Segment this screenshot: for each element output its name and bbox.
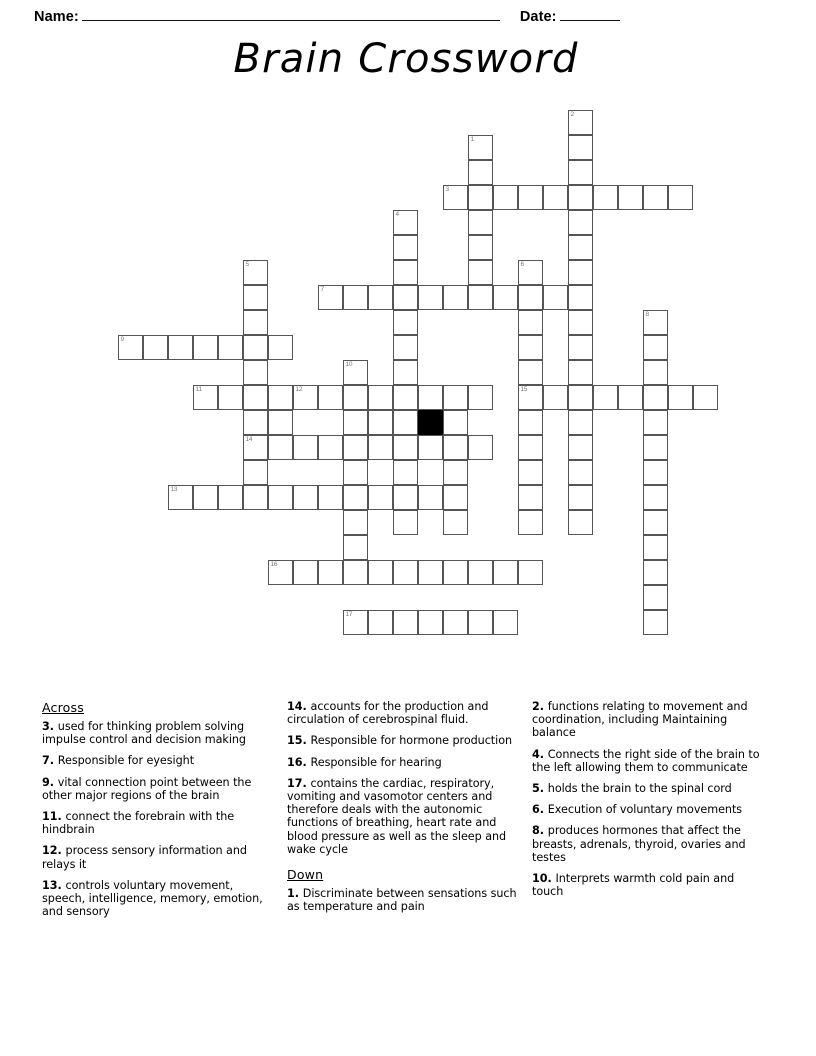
grid-cell[interactable] [268, 335, 293, 360]
grid-cell[interactable] [418, 485, 443, 510]
grid-cell[interactable] [418, 610, 443, 635]
grid-cell[interactable] [393, 335, 418, 360]
grid-cell[interactable] [143, 335, 168, 360]
grid-cell[interactable] [568, 285, 593, 310]
grid-cell[interactable] [468, 185, 493, 210]
grid-cell[interactable] [343, 360, 368, 385]
grid-cell[interactable] [243, 410, 268, 435]
clue-number: 12. [42, 844, 66, 858]
clue-text: controls voluntary movement, speech, intelligence, memory, emotion, and sensory [42, 878, 263, 919]
clue-item [532, 824, 765, 864]
grid-cell[interactable] [368, 560, 393, 585]
grid-cell[interactable] [243, 460, 268, 485]
clue-number: 16. [287, 755, 311, 769]
grid-cell[interactable] [468, 285, 493, 310]
grid-cell[interactable] [643, 185, 668, 210]
clue-number: 4. [532, 747, 548, 761]
grid-cell[interactable] [343, 510, 368, 535]
grid-cell[interactable] [568, 335, 593, 360]
grid-cell[interactable] [218, 335, 243, 360]
grid-cell[interactable] [568, 185, 593, 210]
grid-cell-number: 15 [520, 386, 528, 393]
grid-cell[interactable] [643, 360, 668, 385]
grid-cell[interactable] [393, 310, 418, 335]
grid-cell[interactable] [468, 260, 493, 285]
grid-cell[interactable] [568, 410, 593, 435]
clue-item [287, 700, 520, 726]
grid-cell[interactable] [518, 485, 543, 510]
grid-cell[interactable] [368, 485, 393, 510]
crossword-grid[interactable] [118, 110, 698, 618]
clue-text: vital connection point between the other major regions of the brain [42, 775, 252, 802]
grid-cell[interactable] [243, 385, 268, 410]
grid-cell-number: 12 [295, 386, 303, 393]
grid-cell[interactable] [518, 510, 543, 535]
grid-cell[interactable] [518, 310, 543, 335]
clue-number: 3. [42, 720, 58, 733]
grid-cell[interactable] [543, 285, 568, 310]
clue-text: used for thinking problem solving impulse control and decision making [42, 720, 246, 747]
name-input-line[interactable] [82, 8, 500, 21]
grid-cell[interactable] [468, 435, 493, 460]
grid-cell-number: 8 [645, 311, 649, 318]
clue-item [532, 748, 765, 774]
grid-cell[interactable] [468, 135, 493, 160]
grid-cell[interactable] [643, 560, 668, 585]
clue-text: Responsible for hormone production [310, 734, 513, 748]
grid-cell[interactable] [518, 285, 543, 310]
clue-column-2 [287, 700, 532, 926]
clue-column-3 [532, 700, 777, 926]
grid-cell[interactable] [343, 560, 368, 585]
grid-cell[interactable] [168, 335, 193, 360]
grid-cell[interactable] [393, 435, 418, 460]
clue-item [532, 700, 765, 740]
grid-cell-number: 14 [245, 436, 253, 443]
grid-cell[interactable] [568, 360, 593, 385]
grid-cell[interactable] [518, 460, 543, 485]
grid-cell[interactable] [568, 110, 593, 135]
grid-cell-number: 3 [445, 186, 449, 193]
grid-cell[interactable] [393, 360, 418, 385]
grid-cell-number: 9 [120, 336, 124, 343]
grid-cell[interactable] [343, 610, 368, 635]
clue-item [532, 782, 765, 795]
grid-cell[interactable] [568, 460, 593, 485]
grid-cell[interactable] [343, 385, 368, 410]
grid-cell[interactable] [568, 510, 593, 535]
grid-cell[interactable] [443, 435, 468, 460]
grid-cell[interactable] [443, 460, 468, 485]
grid-cell[interactable] [368, 410, 393, 435]
grid-cell[interactable] [643, 610, 668, 635]
grid-cell[interactable] [243, 435, 268, 460]
grid-cell[interactable] [443, 285, 468, 310]
across-heading: Across [42, 700, 84, 715]
grid-cell[interactable] [468, 160, 493, 185]
grid-cell[interactable] [518, 185, 543, 210]
grid-cell[interactable] [368, 385, 393, 410]
clue-text: contains the cardiac, respiratory, vomiting and vasomotor centers and therefore deals with the autonomic functions of breathing, heart rate and blood pressure as well as the sleep and wake cycle [287, 776, 507, 856]
clue-number: 14. [287, 700, 311, 713]
grid-cell[interactable] [318, 560, 343, 585]
grid-cell[interactable] [343, 410, 368, 435]
grid-cell[interactable] [643, 410, 668, 435]
clue-item [42, 776, 275, 802]
grid-cell[interactable] [268, 435, 293, 460]
grid-cell[interactable] [243, 485, 268, 510]
clue-item [42, 879, 275, 919]
grid-cell[interactable] [693, 385, 718, 410]
grid-cell[interactable] [443, 610, 468, 635]
grid-cell[interactable] [568, 160, 593, 185]
grid-cell-number: 13 [170, 486, 178, 493]
page-title: Brain Crossword [233, 36, 579, 82]
clue-number: 7. [42, 754, 58, 768]
grid-cell[interactable] [168, 485, 193, 510]
grid-cell[interactable] [468, 610, 493, 635]
grid-cell[interactable] [568, 135, 593, 160]
grid-cell[interactable] [518, 560, 543, 585]
grid-cell[interactable] [568, 485, 593, 510]
grid-cell-number: 17 [345, 611, 353, 618]
grid-cell[interactable] [368, 285, 393, 310]
grid-cell-number: 5 [245, 261, 249, 268]
grid-cell[interactable] [618, 185, 643, 210]
date-input-line[interactable] [560, 8, 620, 21]
grid-cell[interactable] [568, 210, 593, 235]
grid-cell[interactable] [193, 385, 218, 410]
grid-cell[interactable] [318, 285, 343, 310]
grid-cell[interactable] [468, 235, 493, 260]
grid-cell[interactable] [293, 560, 318, 585]
grid-cell[interactable] [218, 485, 243, 510]
grid-cell[interactable] [518, 335, 543, 360]
date-label: Date: [519, 9, 557, 25]
clue-text: Responsible for hearing [310, 755, 442, 769]
name-label: Name: [34, 9, 79, 25]
grid-cell[interactable] [393, 560, 418, 585]
grid-cell[interactable] [418, 560, 443, 585]
grid-cell[interactable] [268, 410, 293, 435]
clue-number: 17. [287, 776, 311, 790]
clue-number: 2. [532, 700, 548, 713]
grid-cell[interactable] [443, 385, 468, 410]
clue-column-1 [42, 700, 287, 926]
grid-cell[interactable] [243, 310, 268, 335]
grid-cell[interactable] [668, 385, 693, 410]
clue-number: 9. [42, 775, 58, 789]
grid-cell[interactable] [643, 460, 668, 485]
grid-cell[interactable] [393, 485, 418, 510]
grid-cell[interactable] [643, 310, 668, 335]
grid-cell-number: 10 [345, 361, 353, 368]
clue-number: 8. [532, 824, 548, 838]
grid-cell[interactable] [368, 610, 393, 635]
grid-cell[interactable] [268, 560, 293, 585]
grid-cell[interactable] [343, 485, 368, 510]
grid-cell[interactable] [443, 185, 468, 210]
grid-cell-number: 4 [395, 211, 399, 218]
grid-cell[interactable] [393, 610, 418, 635]
clue-text: functions relating to movement and coordination, including Maintaining balance [532, 700, 748, 740]
grid-cell[interactable] [568, 310, 593, 335]
clue-item [287, 734, 520, 747]
grid-cell[interactable] [643, 435, 668, 460]
grid-cell[interactable] [118, 335, 143, 360]
grid-cell-number: 11 [195, 386, 202, 393]
clue-item [42, 754, 275, 767]
grid-cell[interactable] [418, 385, 443, 410]
grid-cell[interactable] [518, 385, 543, 410]
grid-cell[interactable] [643, 585, 668, 610]
worksheet-header [0, 0, 816, 30]
clues-section [42, 700, 782, 926]
grid-cell[interactable] [518, 435, 543, 460]
grid-cell[interactable] [293, 385, 318, 410]
clue-text: holds the brain to the spinal cord [547, 782, 732, 796]
grid-block-cell [418, 410, 443, 435]
clue-number: 13. [42, 878, 66, 892]
clue-item [42, 720, 275, 746]
grid-cell[interactable] [318, 435, 343, 460]
clue-number: 11. [42, 810, 66, 824]
grid-cell-number: 2 [570, 111, 574, 118]
grid-cell[interactable] [643, 385, 668, 410]
grid-cell[interactable] [443, 560, 468, 585]
grid-cell[interactable] [343, 460, 368, 485]
grid-cell[interactable] [243, 360, 268, 385]
grid-cell[interactable] [568, 385, 593, 410]
clue-text: Discriminate between sensations such as temperature and pain [287, 887, 517, 914]
grid-cell[interactable] [443, 410, 468, 435]
grid-cell[interactable] [293, 485, 318, 510]
grid-cell[interactable] [618, 385, 643, 410]
grid-cell[interactable] [393, 235, 418, 260]
grid-cell[interactable] [568, 235, 593, 260]
grid-cell[interactable] [568, 435, 593, 460]
clue-item [532, 803, 765, 816]
grid-cell[interactable] [493, 610, 518, 635]
clue-text: connect the forebrain with the hindbrain [42, 810, 235, 837]
grid-cell[interactable] [293, 435, 318, 460]
grid-cell[interactable] [543, 385, 568, 410]
grid-cell[interactable] [543, 185, 568, 210]
grid-cell[interactable] [468, 385, 493, 410]
grid-cell[interactable] [393, 285, 418, 310]
grid-cell[interactable] [368, 435, 393, 460]
grid-cell[interactable] [193, 485, 218, 510]
grid-cell[interactable] [443, 485, 468, 510]
grid-cell[interactable] [393, 385, 418, 410]
grid-cell[interactable] [518, 360, 543, 385]
grid-cell[interactable] [518, 260, 543, 285]
grid-cell[interactable] [243, 335, 268, 360]
grid-cell[interactable] [493, 560, 518, 585]
grid-cell[interactable] [418, 285, 443, 310]
grid-cell[interactable] [518, 410, 543, 435]
clue-number: 5. [532, 782, 548, 796]
clue-item [287, 777, 520, 856]
clue-text: accounts for the production and circulation of cerebrospinal fluid. [287, 700, 489, 727]
grid-cell[interactable] [468, 560, 493, 585]
grid-cell-number: 1 [470, 136, 474, 143]
grid-cell[interactable] [643, 485, 668, 510]
grid-cell[interactable] [643, 335, 668, 360]
clue-item [287, 756, 520, 769]
grid-cell[interactable] [343, 535, 368, 560]
down-heading: Down [287, 867, 324, 883]
clue-item [42, 810, 275, 836]
grid-cell[interactable] [318, 385, 343, 410]
grid-cell[interactable] [468, 210, 493, 235]
grid-cell[interactable] [243, 285, 268, 310]
grid-cell-number: 6 [520, 261, 524, 268]
clue-number: 6. [532, 803, 548, 817]
clue-number: 1. [287, 887, 303, 901]
grid-cell[interactable] [493, 285, 518, 310]
grid-cell[interactable] [393, 410, 418, 435]
grid-cell[interactable] [668, 185, 693, 210]
clue-text: Execution of voluntary movements [547, 803, 743, 817]
grid-cell[interactable] [318, 485, 343, 510]
clue-number: 15. [287, 734, 311, 748]
grid-cell[interactable] [593, 185, 618, 210]
grid-cell[interactable] [343, 285, 368, 310]
grid-cell[interactable] [643, 535, 668, 560]
grid-cell[interactable] [418, 435, 443, 460]
grid-cell[interactable] [593, 385, 618, 410]
clue-text: Responsible for eyesight [57, 754, 195, 768]
grid-cell[interactable] [343, 435, 368, 460]
grid-cell[interactable] [393, 260, 418, 285]
grid-cell[interactable] [218, 385, 243, 410]
grid-cell[interactable] [393, 210, 418, 235]
grid-cell-number: 16 [270, 561, 278, 568]
clue-text: process sensory information and relays it [42, 844, 247, 871]
clue-item [532, 872, 765, 898]
grid-cell[interactable] [443, 510, 468, 535]
grid-cell-number: 7 [320, 286, 324, 293]
clue-item [42, 844, 275, 870]
grid-cell[interactable] [568, 260, 593, 285]
grid-cell[interactable] [393, 510, 418, 535]
grid-cell[interactable] [193, 335, 218, 360]
grid-cell[interactable] [643, 510, 668, 535]
clue-text: Connects the right side of the brain to the left allowing them to communicate [532, 747, 760, 774]
grid-cell[interactable] [393, 460, 418, 485]
grid-cell[interactable] [268, 485, 293, 510]
clue-text: produces hormones that affect the breasts, adrenals, thyroid, ovaries and testes [532, 824, 746, 864]
grid-cell[interactable] [268, 385, 293, 410]
clue-number: 10. [532, 872, 556, 886]
clue-item [287, 887, 520, 913]
clue-text: Interprets warmth cold pain and touch [532, 872, 735, 899]
grid-cell[interactable] [493, 185, 518, 210]
grid-cell[interactable] [243, 260, 268, 285]
